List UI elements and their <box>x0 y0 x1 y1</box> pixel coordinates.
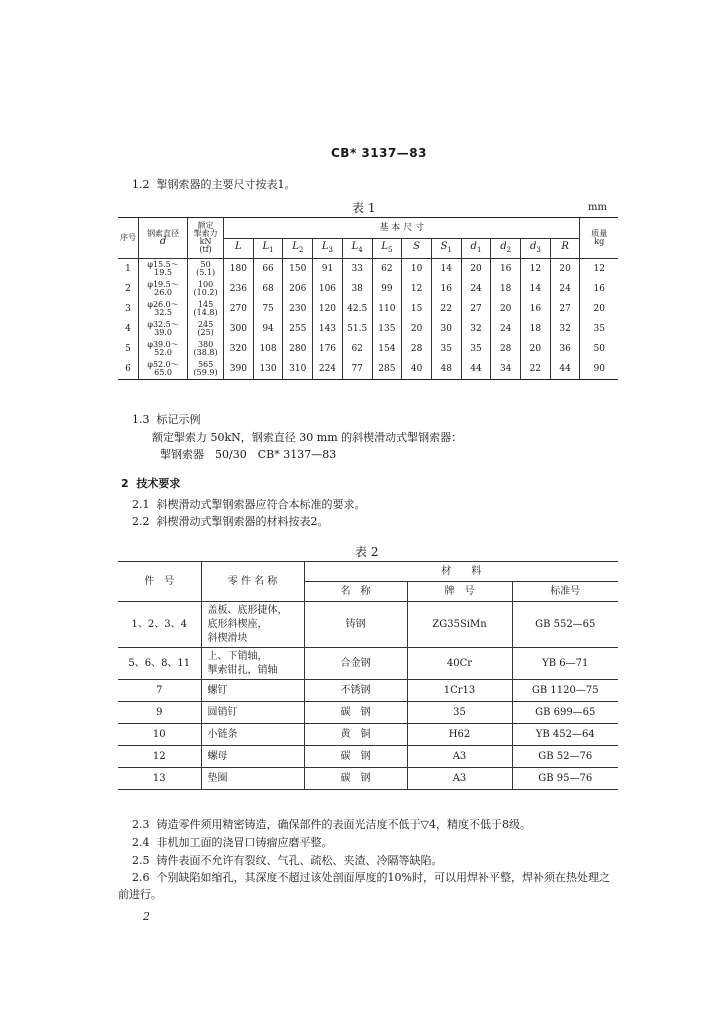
table-cell: 66 <box>253 259 283 280</box>
section-number: 2.4 <box>132 836 150 849</box>
section-2-2 <box>132 513 329 529</box>
table-cell: 42.5 <box>342 299 372 319</box>
table1-col-header: $L_4$ <box>342 239 372 259</box>
table-cell: 35 <box>461 339 491 359</box>
section-text: 斜楔滑动式掣钢索器的材料按表2。 <box>156 515 329 528</box>
section-2-6 <box>132 869 610 885</box>
table2-header-standard: 标准号 <box>512 582 618 602</box>
table-cell: 27 <box>550 299 580 319</box>
table-cell: ZG35SiMn <box>407 602 512 648</box>
table-cell: φ19.5～ 26.0 <box>138 279 187 299</box>
table-cell: 32 <box>550 319 580 339</box>
table-row <box>118 746 618 768</box>
section-text: 非机加工面的浇冒口铸瘤应磨平整。 <box>156 836 333 849</box>
table-cell: 230 <box>283 299 313 319</box>
table-row <box>118 359 618 380</box>
table-cell: φ15.5～ 19.5 <box>138 259 187 280</box>
table-cell: 30 <box>431 319 461 339</box>
table-cell: 16 <box>580 279 618 299</box>
section-number: 2.3 <box>132 818 150 831</box>
table-cell: 15 <box>402 299 432 319</box>
section-number: 1.3 <box>132 413 150 426</box>
table-cell: 5、6、8、11 <box>118 648 201 680</box>
section-text: 掣钢索器的主要尺寸按表1。 <box>156 178 296 191</box>
section-2-5 <box>132 852 443 868</box>
table-cell: 176 <box>313 339 343 359</box>
table-cell: 22 <box>431 299 461 319</box>
section-1-3 <box>132 411 201 427</box>
table-cell: 270 <box>224 299 254 319</box>
table-row <box>118 680 618 702</box>
table-cell: 108 <box>253 339 283 359</box>
table-cell: 14 <box>521 279 551 299</box>
table-cell: GB 699—65 <box>512 702 618 724</box>
table-cell: 20 <box>521 339 551 359</box>
table1-col-header: L <box>224 239 254 259</box>
table-row <box>118 299 618 319</box>
table-cell: 螺母 <box>201 746 304 768</box>
table-cell: 1、2、3、4 <box>118 602 201 648</box>
table-cell: 18 <box>521 319 551 339</box>
table1-header-diameter: 钢索直径 d <box>138 218 187 259</box>
table1-col-header: $d_3$ <box>521 239 551 259</box>
table1-col-header: $S_1$ <box>431 239 461 259</box>
table-row <box>118 259 618 280</box>
table-row <box>118 724 618 746</box>
table1-col-header: $d_1$ <box>461 239 491 259</box>
table-cell: 14 <box>431 259 461 280</box>
table-cell: φ26.0～ 32.5 <box>138 299 187 319</box>
section-number: 2.1 <box>132 498 150 511</box>
table-cell: A3 <box>407 746 512 768</box>
table-cell: 16 <box>491 259 521 280</box>
table-cell: 150 <box>283 259 313 280</box>
table-cell: 20 <box>550 259 580 280</box>
table-cell: 40 <box>402 359 432 380</box>
table1-unit: mm <box>588 202 607 213</box>
table2-header-name: 名 称 <box>304 582 407 602</box>
table-row <box>118 279 618 299</box>
table-cell: 6 <box>125 364 131 374</box>
table-cell: 300 <box>224 319 254 339</box>
table1-header-force: 额定 掣索力 kN (tf) <box>188 218 224 259</box>
section-text: 个别缺陷如缩孔，其深度不超过该处剖面厚度的10%时，可以用焊补平整，焊补须在热处理之 <box>156 871 610 884</box>
table-cell: 285 <box>372 359 402 380</box>
table-cell: 螺钉 <box>201 680 304 702</box>
table-cell: 12 <box>118 746 201 768</box>
table-cell: 35 <box>580 319 618 339</box>
table-cell: 9 <box>118 702 201 724</box>
section-2-4 <box>132 834 333 850</box>
table-cell: 1Cr13 <box>407 680 512 702</box>
table-row <box>118 768 618 790</box>
table-cell: 44 <box>550 359 580 380</box>
section-text: 斜楔滑动式掣钢索器应符合本标准的要求。 <box>156 498 366 511</box>
table1-caption: 表 1 <box>352 201 376 215</box>
table-cell: 34 <box>491 359 521 380</box>
table-cell: 180 <box>224 259 254 280</box>
table-cell: 垫圈 <box>201 768 304 790</box>
table-cell: 18 <box>491 279 521 299</box>
section-title: 技术要求 <box>136 477 181 490</box>
table-cell: 12 <box>580 259 618 280</box>
table-cell: 94 <box>253 319 283 339</box>
table-row <box>118 602 618 648</box>
table-cell: 16 <box>431 279 461 299</box>
section-text: 铸件表面不允许有裂纹、气孔、疏松、夹渣、冷隔等缺陷。 <box>156 854 443 867</box>
table-cell: 铸钢 <box>304 602 407 648</box>
table-cell: 255 <box>283 319 313 339</box>
table1-col-header: S <box>402 239 432 259</box>
section-number: 2.2 <box>132 515 150 528</box>
table-cell: 圆销钉 <box>201 702 304 724</box>
table-cell: 13 <box>118 768 201 790</box>
table-cell: 48 <box>431 359 461 380</box>
section-1-2 <box>132 176 296 192</box>
marking-example-line1: 额定掣索力 50kN，钢索直径 30 mm 的斜楔滑动式掣钢索器： <box>152 431 463 444</box>
table-2 <box>118 561 618 790</box>
section-2-3 <box>132 816 531 832</box>
table-cell: YB 6—71 <box>512 648 618 680</box>
table2-header-part-name: 零 件 名 称 <box>201 562 304 602</box>
table-cell: 20 <box>402 319 432 339</box>
table-cell: 24 <box>550 279 580 299</box>
table-cell: 4 <box>125 324 131 334</box>
section-number: 2 <box>121 477 129 490</box>
table-cell: 145 (14.8) <box>188 299 224 319</box>
table-cell: 75 <box>253 299 283 319</box>
table-cell: 50 (5.1) <box>188 259 224 280</box>
table-cell: 236 <box>224 279 254 299</box>
table-cell: H62 <box>407 724 512 746</box>
table-cell: 上、下销轴， 掣索钳扎，销轴 <box>201 648 304 680</box>
table1-col-header: $L_2$ <box>283 239 313 259</box>
table-cell: 50 <box>580 339 618 359</box>
table1-col-header: $d_2$ <box>491 239 521 259</box>
section-2-6-continuation: 前进行。 <box>118 888 162 901</box>
table-cell: GB 552—65 <box>512 602 618 648</box>
table-cell: 68 <box>253 279 283 299</box>
table-cell: 106 <box>313 279 343 299</box>
table-cell: 565 (59.9) <box>188 359 224 380</box>
table-cell: 35 <box>431 339 461 359</box>
table-cell: 110 <box>372 299 402 319</box>
table-cell: 390 <box>224 359 254 380</box>
table-cell: 35 <box>407 702 512 724</box>
page-number: 2 <box>143 910 150 923</box>
table-cell: 27 <box>461 299 491 319</box>
table-cell: 12 <box>402 279 432 299</box>
table-cell: 310 <box>283 359 313 380</box>
table-cell: GB 1120—75 <box>512 680 618 702</box>
table1-col-header: $L_5$ <box>372 239 402 259</box>
section-2-heading <box>121 475 180 491</box>
table-1 <box>118 217 618 380</box>
table-row <box>118 339 618 359</box>
table2-header-grade: 牌 号 <box>407 582 512 602</box>
table-cell: φ39.0～ 52.0 <box>138 339 187 359</box>
table-row <box>118 702 618 724</box>
table-cell: 10 <box>402 259 432 280</box>
table-cell: 碳 钢 <box>304 768 407 790</box>
table-cell: 90 <box>580 359 618 380</box>
table-cell: 380 (38.8) <box>188 339 224 359</box>
table-cell: 120 <box>313 299 343 319</box>
table-cell: 24 <box>491 319 521 339</box>
table-cell: 32 <box>461 319 491 339</box>
table-cell: φ52.0～ 65.0 <box>138 359 187 380</box>
table2-header-part-no: 件 号 <box>118 562 201 602</box>
table1-header-mass: 质量 kg <box>580 218 618 259</box>
table-cell: 320 <box>224 339 254 359</box>
table-row <box>118 319 618 339</box>
table-cell: GB 52—76 <box>512 746 618 768</box>
marking-example-line2: 掣钢索器 50/30 CB* 3137—83 <box>160 448 337 461</box>
table-cell: 小链条 <box>201 724 304 746</box>
table1-col-header: $L_3$ <box>313 239 343 259</box>
table-cell: 2 <box>125 284 131 294</box>
table1-col-header: $L_1$ <box>253 239 283 259</box>
table-cell: 碳 钢 <box>304 746 407 768</box>
section-text: 铸造零件须用精密铸造，确保部件的表面光洁度不低于▽4，精度不低于8级。 <box>156 818 531 831</box>
table-cell: 碳 钢 <box>304 702 407 724</box>
table-cell: 51.5 <box>342 319 372 339</box>
table-cell: 62 <box>372 259 402 280</box>
table-cell: 36 <box>550 339 580 359</box>
table-cell: 100 (10.2) <box>188 279 224 299</box>
table-row <box>118 648 618 680</box>
table-cell: 91 <box>313 259 343 280</box>
table1-header-basic-dims: 基 本 尺 寸 <box>224 218 580 239</box>
table-cell: 154 <box>372 339 402 359</box>
table-cell: 合金钢 <box>304 648 407 680</box>
table-cell: 10 <box>118 724 201 746</box>
table-cell: 20 <box>580 299 618 319</box>
table-cell: 28 <box>402 339 432 359</box>
section-2-1 <box>132 496 366 512</box>
table2-caption: 表 2 <box>355 545 379 559</box>
table-cell: 40Cr <box>407 648 512 680</box>
table-cell: 盖板、底形捷体， 底形斜楔座， 斜楔滑块 <box>201 602 304 648</box>
section-number: 2.5 <box>132 854 150 867</box>
table1-col-header: R <box>550 239 580 259</box>
table-cell: 28 <box>491 339 521 359</box>
table-cell: 206 <box>283 279 313 299</box>
table-cell: 20 <box>491 299 521 319</box>
table-cell: 280 <box>283 339 313 359</box>
table-cell: 130 <box>253 359 283 380</box>
table-cell: 33 <box>342 259 372 280</box>
table-cell: 62 <box>342 339 372 359</box>
table-cell: 7 <box>118 680 201 702</box>
section-title: 标记示例 <box>156 413 201 426</box>
table-cell: 224 <box>313 359 343 380</box>
table-cell: GB 95—76 <box>512 768 618 790</box>
table-cell: 20 <box>461 259 491 280</box>
table-cell: 3 <box>125 304 131 314</box>
document-header: CB* 3137—83 <box>331 146 428 160</box>
table-cell: 77 <box>342 359 372 380</box>
table-cell: 143 <box>313 319 343 339</box>
table-cell: 245 (25) <box>188 319 224 339</box>
table-cell: 44 <box>461 359 491 380</box>
table-cell: 1 <box>125 264 131 274</box>
table1-header-no: 序号 <box>118 218 138 259</box>
table-cell: 24 <box>461 279 491 299</box>
table-cell: 99 <box>372 279 402 299</box>
table-cell: 22 <box>521 359 551 380</box>
table-cell: 38 <box>342 279 372 299</box>
table-cell: 黄 铜 <box>304 724 407 746</box>
section-number: 2.6 <box>132 871 150 884</box>
section-number: 1.2 <box>132 178 150 191</box>
table-cell: YB 452—64 <box>512 724 618 746</box>
table-cell: φ32.5～ 39.0 <box>138 319 187 339</box>
table-cell: 12 <box>521 259 551 280</box>
table-cell: 135 <box>372 319 402 339</box>
table-cell: 5 <box>125 344 131 354</box>
table2-header-material: 材 料 <box>304 562 618 582</box>
table-cell: A3 <box>407 768 512 790</box>
table-cell: 16 <box>521 299 551 319</box>
table-cell: 不锈钢 <box>304 680 407 702</box>
